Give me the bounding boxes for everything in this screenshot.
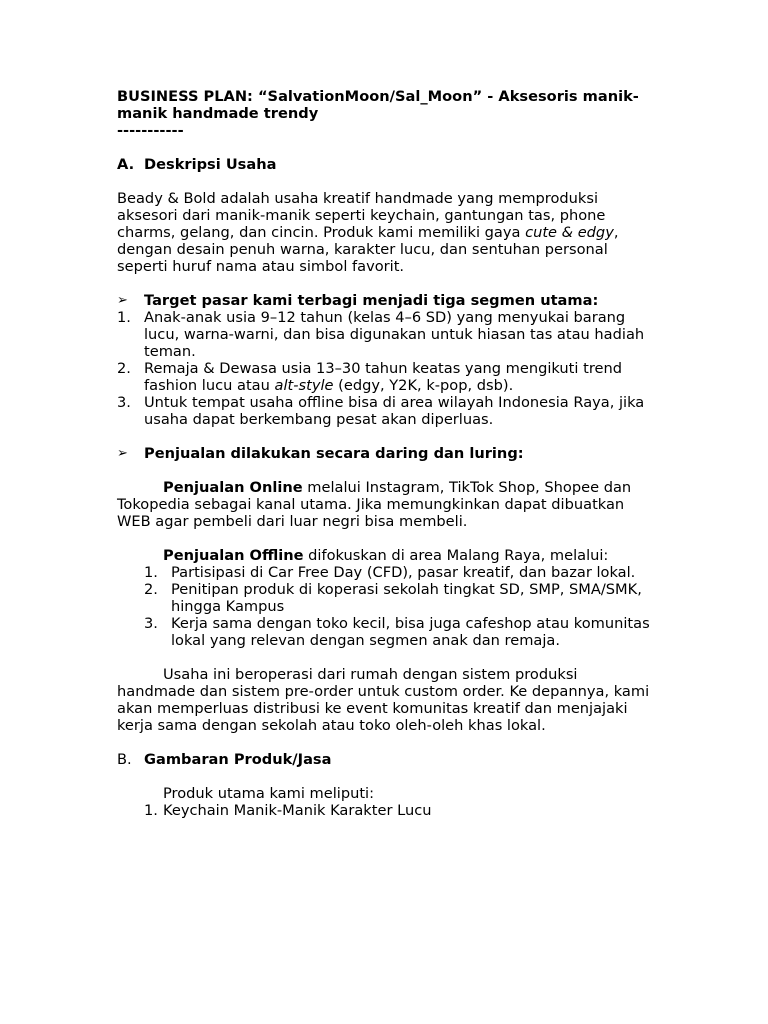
list-item-text: Partisipasi di Car Free Day (CFD), pasar kreatif, dan bazar lokal. [171,564,636,581]
section-b-number: B. [117,751,132,768]
offline-sales-paragraph [117,547,657,564]
list-item-text [144,360,657,394]
list-item-text: Penitipan produk di koperasi sekolah tingkat SD, SMP, SMA/SMK, hingga Kampus [171,581,642,615]
list-item [117,360,657,394]
product-list [144,802,657,819]
list-item [144,615,657,649]
list-item-text: Untuk tempat usaha offline bisa di area wilayah Indonesia Raya, jika usaha dapat berkembang pesat akan diperluas. [144,394,645,428]
list-item-text: Kerja sama dengan toko kecil, bisa juga cafeshop atau komunitas lokal yang relevan dengan segmen anak dan remaja. [171,615,650,649]
list-item [144,581,657,615]
list-item-text-part: Remaja & Dewasa usia 13–30 tahun keatas yang mengikuti trend fashion lucu atau [144,360,622,394]
list-item [144,802,657,819]
offline-sales-label: Penjualan Offline [163,547,304,564]
document-title: BUSINESS PLAN: “SalvationMoon/Sal_Moon” - Aksesoris manik-manik handmade trendy [117,88,639,122]
list-item-number: 1. [144,802,158,819]
online-sales-label: Penjualan Online [163,479,303,496]
list-item-text: Keychain Manik-Manik Karakter Lucu [163,802,432,819]
list-item [117,394,657,428]
arrow-bullet-icon: ➢ [117,293,128,308]
operation-paragraph: Usaha ini beroperasi dari rumah dengan sistem produksi handmade dan sistem pre-order untuk custom order. Ke depannya, kami akan memperluas distribusi ke event komunitas kreatif dan menjajaki kerja sama dengan sekolah atau toko oleh-oleh khas lokal. [117,666,650,734]
business-description [117,190,657,275]
description-emphasis: cute & edgy [525,224,614,241]
section-b-heading [117,751,657,768]
online-sales-text: melalui Instagram, TikTok Shop, Shopee dan Tokopedia sebagai kanal utama. Jika memungkinkan dapat dibuatkan WEB agar pembeli dari luar negri bisa membeli. [117,479,632,530]
list-item [117,309,657,360]
title-separator: ----------- [117,122,184,139]
products-intro: Produk utama kami meliputi: [163,785,375,802]
section-a-number: A. [117,156,135,173]
list-item-number: 3. [117,394,131,411]
description-part-2: , dengan desain penuh warna, karakter lucu, dan sentuhan personal seperti huruf nama atau simbol favorit. [117,224,619,275]
target-market-heading-text: Target pasar kami terbagi menjadi tiga segmen utama: [144,292,599,309]
list-item-text: Anak-anak usia 9–12 tahun (kelas 4–6 SD) yang menyukai barang lucu, warna-warni, dan bisa digunakan untuk hiasan tas atau hadiah teman. [144,309,645,360]
section-b-label: Gambaran Produk/Jasa [144,751,332,768]
section-a-heading [117,156,657,173]
document-body [117,88,657,819]
target-market-heading [117,292,657,309]
section-a-label: Deskripsi Usaha [144,156,277,173]
list-item-number: 1. [144,564,158,581]
list-item-number: 2. [117,360,131,377]
list-item-emphasis: alt-style [274,377,334,394]
sales-channel-heading [117,445,657,462]
arrow-bullet-icon: ➢ [117,446,128,461]
list-item-number: 3. [144,615,158,632]
offline-sales-text: difokuskan di area Malang Raya, melalui: [303,547,609,564]
list-item-text-part: (edgy, Y2K, k-pop, dsb). [333,377,514,394]
offline-sales-list [144,564,657,649]
online-sales-paragraph [117,479,657,530]
list-item [144,564,657,581]
description-part-1: Beady & Bold adalah usaha kreatif handmade yang memproduksi aksesori dari manik-manik seperti keychain, gantungan tas, phone charms, gelang, dan cincin. Produk kami memiliki gaya [117,190,606,241]
list-item-number: 2. [144,581,158,598]
sales-channel-heading-text: Penjualan dilakukan secara daring dan luring: [144,445,524,462]
list-item-number: 1. [117,309,131,326]
target-market-list [117,309,657,428]
